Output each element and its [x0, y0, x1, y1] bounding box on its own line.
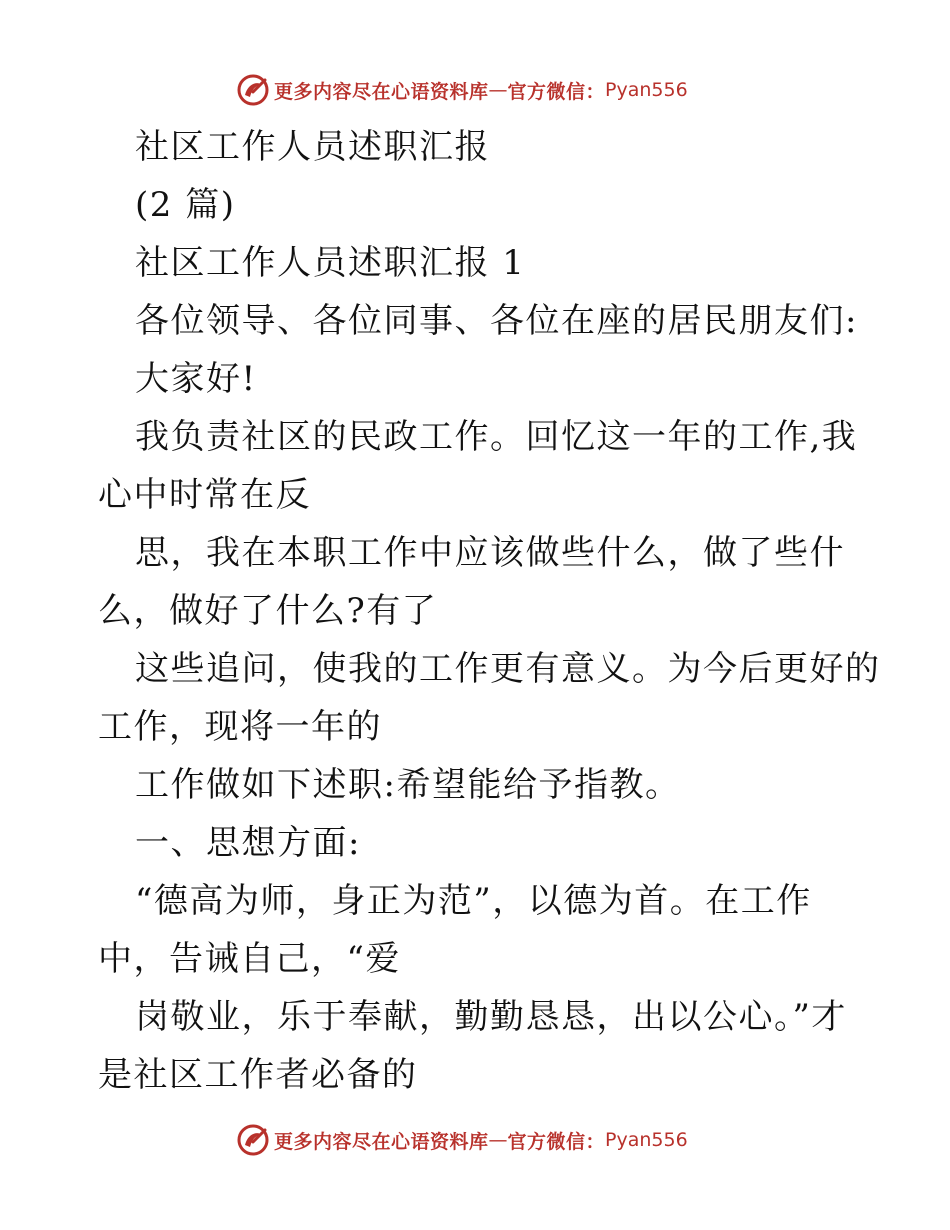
banner-wechat-id: Pyan556 [605, 1129, 688, 1151]
banner-site-text: 更多内容尽在心语资料库 [274, 80, 489, 103]
text-line: 各位领导、各位同事、各位在座的居民朋友们: [135, 301, 858, 341]
header-banner [236, 72, 688, 108]
banner-wechat-label: 官方微信： [507, 80, 606, 103]
banner-site-text: 更多内容尽在心语资料库 [274, 1130, 489, 1153]
text-line: 我负责社区的民政工作。回忆这一年的工作,我 [135, 417, 858, 457]
section-heading: 社区工作人员述职汇报 1 [135, 243, 526, 283]
logo-icon [236, 73, 270, 107]
text-line: 心中时常在反 [98, 475, 311, 515]
section-heading: 一、思想方面: [135, 823, 361, 863]
footer-banner [236, 1122, 688, 1158]
document-subtitle: (2 篇) [135, 185, 236, 225]
document-title: 社区工作人员述职汇报 [135, 127, 490, 167]
banner-wechat-id: Pyan556 [605, 79, 688, 101]
text-line: 中，告诫自己，“爱 [98, 939, 401, 979]
banner-separator: — [488, 1129, 508, 1151]
text-line: 么，做好了什么?有了 [98, 591, 438, 631]
text-line: 工作，现将一年的 [98, 707, 382, 747]
text-line: “德高为师，身正为范”，以德为首。在工作 [135, 881, 812, 921]
banner-separator: — [488, 79, 508, 101]
text-line: 岗敬业，乐于奉献，勤勤恳恳，出以公心。”才 [135, 997, 847, 1037]
text-line: 思，我在本职工作中应该做些什么，做了些什 [135, 533, 845, 573]
text-line: 工作做如下述职:希望能给予指教。 [135, 765, 681, 805]
logo-icon [236, 1123, 270, 1157]
text-line: 这些追问，使我的工作更有意义。为今后更好的 [135, 649, 881, 689]
text-line: 大家好! [135, 359, 257, 399]
text-line: 是社区工作者必备的 [98, 1055, 418, 1095]
banner-wechat-label: 官方微信： [507, 1130, 606, 1153]
